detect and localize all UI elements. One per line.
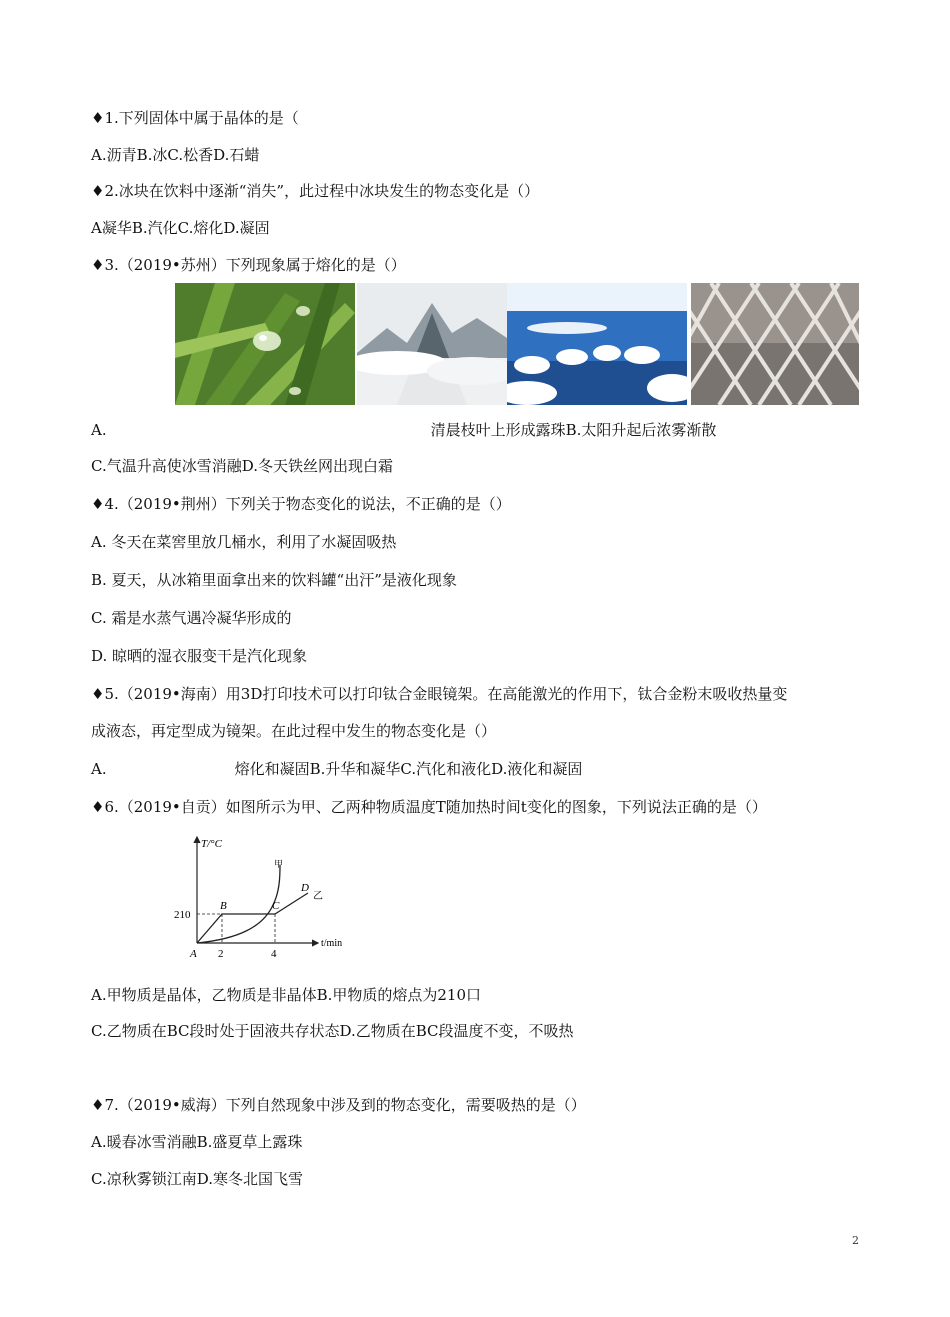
q3-options-line2: C.气温升高使冰雪消融D.冬天铁丝网出现白霜 <box>91 457 393 475</box>
snow-river-photo <box>507 283 687 405</box>
q3-options-text: 清晨枝叶上形成露珠B.太阳升起后浓雾渐散 <box>430 421 717 439</box>
q4-option-a: A. 冬天在菜窖里放几桶水，利用了水凝固吸热 <box>91 533 397 551</box>
q3-options-line1 <box>91 420 716 440</box>
y-tick-210: 210 <box>174 909 191 921</box>
q7-options-line2: C.凉秋雾锁江南D.寒冬北国飞雪 <box>91 1170 303 1188</box>
x-tick-4: 4 <box>271 948 277 960</box>
q6-stem: ♦6.（2019•自贡）如图所示为甲、乙两种物质温度T随加热时间t变化的图象，下列说法正确的是（） <box>91 798 767 816</box>
temperature-time-graph <box>168 827 358 966</box>
q4-option-d: D. 晾晒的湿衣服变干是汽化现象 <box>91 647 308 665</box>
x-axis-label: t/min <box>321 938 343 949</box>
q4-stem: ♦4.（2019•荆州）下列关于物态变化的说法，不正确的是（） <box>91 495 511 513</box>
q1-stem: ♦1.下列固体中属于晶体的是（ <box>91 109 299 127</box>
curve-jia-label: 甲 <box>274 859 284 869</box>
frost-mesh-photo <box>691 283 859 405</box>
q6-options-line1: A.甲物质是晶体，乙物质是非晶体B.甲物质的熔点为210口 <box>91 986 482 1004</box>
q5-options-line <box>91 759 582 779</box>
point-a-label: A <box>190 948 197 960</box>
q6-options-line2: C.乙物质在BC段时处于固液共存状态D.乙物质在BC段温度不变，不吸热 <box>91 1022 574 1040</box>
curve-yi <box>197 893 308 943</box>
x-tick-2: 2 <box>218 948 224 960</box>
q2-options: A凝华B.汽化C.熔化D.凝固 <box>91 219 270 237</box>
point-b-label: B <box>220 900 227 912</box>
q7-options-line1: A.暖春冰雪消融B.盛夏草上露珠 <box>91 1133 303 1151</box>
point-c-label: C <box>272 900 280 912</box>
y-axis-label: T/°C <box>201 838 222 850</box>
q5-stem-line2: 成液态，再定型成为镜架。在此过程中发生的物态变化是（） <box>91 722 497 740</box>
q5-option-a-label: A. <box>91 760 107 778</box>
q3-stem: ♦3.（2019•苏州）下列现象属于熔化的是（） <box>91 256 406 274</box>
page-number: 2 <box>852 1234 859 1247</box>
q5-options-text: 熔化和凝固B.升华和凝华C.汽化和液化D.液化和凝固 <box>234 760 583 778</box>
q2-stem: ♦2.冰块在饮料中逐渐“消失”，此过程中冰块发生的物态变化是（） <box>91 182 540 200</box>
q4-option-c: C. 霜是水蒸气遇冷凝华形成的 <box>91 609 292 627</box>
q7-stem: ♦7.（2019•威海）下列自然现象中涉及到的物态变化，需要吸热的是（） <box>91 1096 586 1114</box>
q3-option-a-label: A. <box>91 421 107 439</box>
q1-options: A.沥青B.冰C.松香D.石蜡 <box>91 146 260 164</box>
q5-stem-line1: ♦5.（2019•海南）用3D打印技术可以打印钛合金眼镜架。在高能激光的作用下，钛合金粉末吸收热量变 <box>91 685 788 703</box>
curve-jia <box>197 865 280 943</box>
fog-mountains-photo <box>357 283 507 405</box>
q4-option-b: B. 夏天，从冰箱里面拿出来的饮料罐“出汗”是液化现象 <box>91 571 457 589</box>
point-d-label: D <box>301 882 309 894</box>
dew-on-grass-photo <box>175 283 355 405</box>
curve-yi-label: 乙 <box>313 891 323 902</box>
